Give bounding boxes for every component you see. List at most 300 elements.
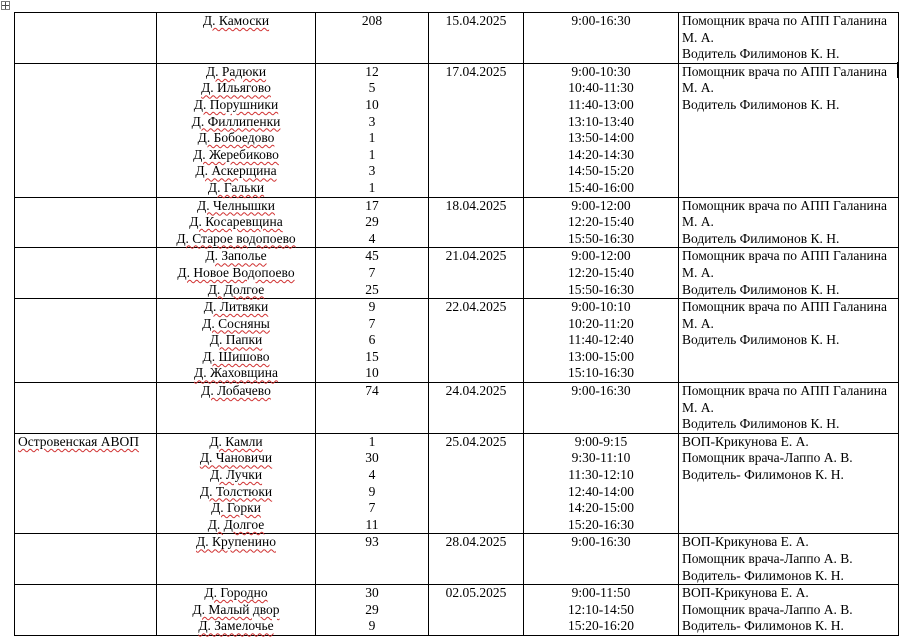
- visit-time: [527, 585, 675, 602]
- village-name: [160, 248, 312, 265]
- village-count-text: 6: [368, 332, 376, 348]
- village-count-text: 1: [368, 433, 376, 449]
- visit-time-text: 11:40-12:40: [568, 332, 634, 348]
- village-name: [160, 517, 312, 534]
- staff-member-text: Водитель Филимонов К. Н.: [682, 332, 840, 348]
- staff-member-text: Водитель- Филимонов К. Н.: [682, 467, 844, 483]
- location-name-text: Островенская АВОП: [18, 433, 139, 449]
- village-count-text: 29: [365, 601, 379, 617]
- village-name: [160, 64, 312, 81]
- village-name: [160, 383, 312, 400]
- village-name: [160, 332, 312, 349]
- village-count-text: 11: [365, 516, 379, 532]
- date-cell[interactable]: [429, 248, 524, 299]
- visit-time: [527, 80, 675, 97]
- location-cell[interactable]: [15, 197, 157, 248]
- village-name-text: Д. Гальки: [207, 179, 265, 195]
- location-cell[interactable]: [15, 299, 157, 383]
- staff-member: [682, 450, 895, 467]
- table-row: [15, 433, 899, 534]
- date-cell[interactable]: [429, 534, 524, 585]
- staff-cell[interactable]: [679, 585, 899, 636]
- visit-date-text: 22.04.2025: [445, 299, 507, 315]
- visit-time: [527, 365, 675, 382]
- village-name-text: Д. Литвяки: [203, 299, 269, 315]
- date-cell[interactable]: [429, 197, 524, 248]
- village-count-text: 7: [368, 315, 376, 331]
- visit-time-text: 9:00-16:30: [571, 13, 631, 28]
- village-count-text: 30: [365, 585, 379, 601]
- visit-date-text: 25.04.2025: [445, 433, 507, 449]
- staff-member-text: ВОП-Крикунова Е. А.: [682, 585, 809, 601]
- village-count: [319, 147, 425, 164]
- visit-time: [527, 265, 675, 282]
- village-name: [160, 282, 312, 299]
- staff-member: [682, 46, 895, 63]
- village-name-text: Д. Старое водопоево: [176, 230, 296, 246]
- visit-date-text: 28.04.2025: [445, 534, 507, 550]
- visit-time-text: 15:50-16:30: [568, 281, 634, 297]
- visit-date: [432, 585, 520, 602]
- visit-date-text: 02.05.2025: [445, 585, 507, 601]
- village-count: [319, 618, 425, 635]
- village-count-text: 9: [368, 483, 376, 499]
- visit-time: [527, 383, 675, 400]
- visit-time: [527, 467, 675, 484]
- table-row: [15, 383, 899, 434]
- visit-time-text: 14:20-14:30: [568, 146, 634, 162]
- staff-member: [682, 618, 895, 635]
- visit-time: [527, 332, 675, 349]
- staff-member-text: Помощник врача по АПП Галанина М. А.: [682, 383, 887, 415]
- village-name: [160, 618, 312, 635]
- visit-date-text: 21.04.2025: [445, 248, 507, 264]
- visit-time: [527, 602, 675, 619]
- visit-time: [527, 231, 675, 248]
- staff-member-text: Водитель Филимонов К. Н.: [682, 281, 840, 297]
- staff-member: [682, 299, 895, 332]
- village-name: [160, 214, 312, 231]
- village-name-text: Д. Порушники: [193, 96, 279, 112]
- village-name-text: Д. Жаховщина: [194, 365, 278, 381]
- village-name: [160, 80, 312, 97]
- staff-member: [682, 551, 895, 568]
- staff-member-text: Водитель Филимонов К. Н.: [682, 46, 840, 62]
- table-row: [15, 299, 899, 383]
- visit-time: [527, 97, 675, 114]
- village-count-text: 208: [361, 13, 383, 28]
- staff-member-text: Помощник врача по АПП Галанина М. А.: [682, 248, 887, 280]
- visit-time-text: 10:40-11:30: [568, 80, 634, 96]
- times-cell[interactable]: [524, 383, 679, 434]
- staff-member: [682, 97, 895, 114]
- staff-cell[interactable]: [679, 534, 899, 585]
- visit-date: [432, 13, 520, 30]
- counts-cell[interactable]: [316, 433, 429, 534]
- village-count-text: 7: [368, 264, 376, 280]
- counts-cell[interactable]: [316, 197, 429, 248]
- visit-time-text: 13:50-14:00: [568, 130, 634, 146]
- village-count-text: 74: [365, 383, 379, 399]
- village-count: [319, 265, 425, 282]
- villages-cell[interactable]: [157, 534, 316, 585]
- staff-member: [682, 416, 895, 433]
- times-cell[interactable]: [524, 299, 679, 383]
- staff-member-text: Водитель Филимонов К. Н.: [682, 230, 840, 246]
- table-row: [15, 248, 899, 299]
- visit-time-text: 9:00-9:15: [574, 433, 628, 449]
- village-name-text: Д. Филлипенки: [191, 113, 281, 129]
- visit-time: [527, 64, 675, 81]
- village-count-text: 29: [365, 214, 379, 230]
- village-count: [319, 299, 425, 316]
- visit-date: [432, 64, 520, 81]
- staff-member: [682, 282, 895, 299]
- village-count-text: 3: [368, 163, 376, 179]
- villages-cell[interactable]: [157, 585, 316, 636]
- visit-time-text: 9:00-10:30: [571, 63, 631, 79]
- visit-time-text: 13:10-13:40: [568, 113, 634, 129]
- staff-member-text: Помощник врача-Лаппо А. В.: [682, 450, 853, 466]
- date-cell[interactable]: [429, 299, 524, 383]
- village-count: [319, 517, 425, 534]
- visit-time-text: 9:00-12:00: [571, 248, 631, 264]
- village-name: [160, 585, 312, 602]
- village-name-text: Д. Камоски: [202, 13, 270, 28]
- visit-time-text: 9:00-11:50: [571, 585, 631, 601]
- staff-member-text: Помощник врача по АПП Галанина М. А.: [682, 299, 887, 331]
- visit-time-text: 12:20-15:40: [568, 214, 634, 230]
- village-count: [319, 97, 425, 114]
- village-name-text: Д. Чановичи: [199, 450, 273, 466]
- staff-member-text: Помощник врача по АПП Галанина М. А.: [682, 197, 887, 230]
- village-name-text: Д. Лобачево: [201, 383, 271, 399]
- village-name-text: Д. Камли: [209, 433, 263, 449]
- village-name: [160, 434, 312, 451]
- visit-time: [527, 198, 675, 215]
- location-cell[interactable]: [15, 534, 157, 585]
- village-name: [160, 349, 312, 366]
- times-cell[interactable]: [524, 433, 679, 534]
- visit-time-text: 13:00-15:00: [568, 348, 634, 364]
- visit-time-text: 12:40-14:00: [568, 483, 634, 499]
- visit-time: [527, 349, 675, 366]
- date-cell[interactable]: [429, 13, 524, 64]
- village-count: [319, 180, 425, 197]
- location-cell[interactable]: [15, 63, 157, 197]
- location-cell[interactable]: [15, 248, 157, 299]
- village-name: [160, 114, 312, 131]
- visit-time-text: 9:00-16:30: [571, 383, 631, 399]
- visit-time: [527, 13, 675, 30]
- villages-cell[interactable]: [157, 248, 316, 299]
- staff-member: [682, 13, 895, 46]
- village-name: [160, 534, 312, 551]
- village-name-text: Д. Радюки: [205, 63, 267, 79]
- staff-cell[interactable]: [679, 13, 899, 64]
- visit-time-text: 15:10-16:30: [568, 365, 634, 381]
- visit-time: [527, 147, 675, 164]
- visit-time-text: 15:50-16:30: [568, 230, 634, 246]
- village-count: [319, 64, 425, 81]
- table-row: [15, 63, 899, 197]
- village-name: [160, 299, 312, 316]
- table-move-handle-icon[interactable]: [1, 1, 10, 10]
- visit-time: [527, 299, 675, 316]
- visit-date: [432, 434, 520, 451]
- counts-cell[interactable]: [316, 534, 429, 585]
- village-name-text: Д. Папки: [209, 332, 263, 348]
- village-count: [319, 80, 425, 97]
- staff-member-text: Водитель Филимонов К. Н.: [682, 416, 840, 432]
- visit-time-text: 15:20-16:20: [568, 618, 634, 634]
- village-count-text: 93: [365, 534, 379, 550]
- staff-member-text: Водитель- Филимонов К. Н.: [682, 618, 844, 634]
- staff-member: [682, 568, 895, 585]
- visit-time: [527, 434, 675, 451]
- date-cell[interactable]: [429, 383, 524, 434]
- staff-member: [682, 602, 895, 619]
- date-cell[interactable]: [429, 433, 524, 534]
- village-count: [319, 282, 425, 299]
- visit-time: [527, 500, 675, 517]
- village-count-text: 17: [365, 197, 379, 213]
- villages-cell[interactable]: [157, 433, 316, 534]
- times-cell[interactable]: [524, 63, 679, 197]
- villages-cell[interactable]: [157, 63, 316, 197]
- staff-cell[interactable]: [679, 248, 899, 299]
- villages-cell[interactable]: [157, 13, 316, 64]
- village-count-text: 30: [365, 450, 379, 466]
- village-name: [160, 97, 312, 114]
- visit-time-text: 9:30-11:10: [571, 450, 631, 466]
- villages-cell[interactable]: [157, 197, 316, 248]
- staff-member: [682, 248, 895, 281]
- table-row: [15, 197, 899, 248]
- village-name-text: Д. Аскерщина: [195, 163, 277, 179]
- visit-time-text: 9:00-16:30: [571, 534, 631, 550]
- location-cell[interactable]: [15, 433, 157, 534]
- village-name: [160, 365, 312, 382]
- times-cell[interactable]: [524, 13, 679, 64]
- visit-time: [527, 484, 675, 501]
- village-name-text: Д. Челнышки: [197, 197, 275, 213]
- village-count: [319, 332, 425, 349]
- village-name: [160, 316, 312, 333]
- staff-member: [682, 467, 895, 484]
- visit-time-text: 14:20-15:00: [568, 500, 634, 516]
- village-name-text: Д. Лучки: [209, 467, 263, 483]
- village-name-text: Д. Жеребиково: [193, 146, 279, 162]
- village-count: [319, 231, 425, 248]
- visit-date: [432, 534, 520, 551]
- village-count-text: 12: [365, 63, 379, 79]
- village-count-text: 3: [368, 113, 376, 129]
- staff-member-text: ВОП-Крикунова Е. А.: [682, 534, 809, 550]
- visit-time-text: 9:00-12:00: [571, 197, 631, 213]
- staff-cell[interactable]: [679, 63, 899, 197]
- village-name-text: Д. Ильягово: [201, 80, 271, 96]
- village-name-text: Д. Городно: [204, 585, 268, 601]
- visit-time: [527, 130, 675, 147]
- visit-time: [527, 180, 675, 197]
- visit-time: [527, 214, 675, 231]
- visit-time-text: 10:20-11:20: [568, 315, 634, 331]
- village-count: [319, 434, 425, 451]
- village-count-text: 1: [368, 179, 376, 195]
- village-count: [319, 163, 425, 180]
- visit-time-text: 12:10-14:50: [568, 601, 634, 617]
- visit-time: [527, 163, 675, 180]
- village-name: [160, 198, 312, 215]
- village-count: [319, 316, 425, 333]
- times-cell[interactable]: [524, 248, 679, 299]
- staff-member: [682, 434, 895, 451]
- staff-member-text: ВОП-Крикунова Е. А.: [682, 433, 809, 449]
- visit-date: [432, 198, 520, 215]
- village-count-text: 9: [368, 618, 376, 634]
- village-count: [319, 585, 425, 602]
- staff-member-text: Помощник врача-Лаппо А. В.: [682, 551, 853, 566]
- staff-cell[interactable]: [679, 433, 899, 534]
- counts-cell[interactable]: [316, 299, 429, 383]
- visit-date-text: 15.04.2025: [445, 13, 507, 28]
- village-count: [319, 602, 425, 619]
- table-row: [15, 13, 899, 64]
- village-name-text: Д. Долгое: [207, 516, 265, 532]
- village-count-text: 10: [365, 96, 379, 112]
- times-cell[interactable]: [524, 534, 679, 585]
- village-name: [160, 450, 312, 467]
- village-name: [160, 180, 312, 197]
- staff-member: [682, 383, 895, 416]
- village-count: [319, 214, 425, 231]
- visit-date-text: 17.04.2025: [445, 63, 507, 79]
- village-count: [319, 467, 425, 484]
- staff-cell[interactable]: [679, 299, 899, 383]
- visit-time: [527, 450, 675, 467]
- village-count-text: 25: [365, 281, 379, 297]
- staff-member-text: Водитель Филимонов К. Н.: [682, 96, 840, 112]
- visit-time-text: 9:00-10:10: [571, 299, 631, 315]
- village-name-text: Д. Заполье: [205, 248, 267, 264]
- counts-cell[interactable]: [316, 13, 429, 64]
- schedule-table: [14, 12, 899, 636]
- visit-time-text: 11:30-12:10: [568, 467, 634, 483]
- village-name-text: Д. Шишово: [202, 348, 270, 364]
- counts-cell[interactable]: [316, 383, 429, 434]
- village-name: [160, 484, 312, 501]
- village-name-text: Д. Бобоедово: [197, 130, 275, 146]
- counts-cell[interactable]: [316, 585, 429, 636]
- village-count: [319, 365, 425, 382]
- village-count-text: 4: [368, 230, 376, 246]
- staff-member: [682, 534, 895, 551]
- village-count: [319, 130, 425, 147]
- village-count: [319, 114, 425, 131]
- date-cell[interactable]: [429, 63, 524, 197]
- visit-time-text: 11:40-13:00: [568, 96, 634, 112]
- village-name: [160, 147, 312, 164]
- village-name-text: Д. Новое Водопоево: [177, 264, 295, 280]
- village-count-text: 4: [368, 467, 376, 483]
- village-count-text: 1: [368, 130, 376, 146]
- village-count: [319, 198, 425, 215]
- visit-date: [432, 299, 520, 316]
- location-cell[interactable]: [15, 13, 157, 64]
- times-cell[interactable]: [524, 197, 679, 248]
- staff-cell[interactable]: [679, 197, 899, 248]
- village-count-text: 7: [368, 500, 376, 516]
- visit-time-text: 15:20-16:30: [568, 516, 634, 532]
- table-row: [15, 534, 899, 585]
- village-count: [319, 383, 425, 400]
- location-cell[interactable]: [15, 383, 157, 434]
- visit-time-text: 12:20-15:40: [568, 264, 634, 280]
- visit-time: [527, 534, 675, 551]
- village-name-text: Д. Долгое: [207, 281, 265, 297]
- villages-cell[interactable]: [157, 299, 316, 383]
- village-count: [319, 248, 425, 265]
- visit-time: [527, 517, 675, 534]
- village-name: [160, 265, 312, 282]
- visit-time: [527, 316, 675, 333]
- village-count: [319, 534, 425, 551]
- location-cell[interactable]: [15, 585, 157, 636]
- village-name: [160, 13, 312, 30]
- visit-time-text: 14:50-15:20: [568, 163, 634, 179]
- village-name-text: Д. Крупенино: [196, 534, 276, 550]
- village-name: [160, 602, 312, 619]
- visit-time: [527, 618, 675, 635]
- counts-cell[interactable]: [316, 63, 429, 197]
- times-cell[interactable]: [524, 585, 679, 636]
- village-count-text: 9: [368, 299, 376, 315]
- staff-member-text: Помощник врача по АПП Галанина М. А.: [682, 13, 887, 45]
- visit-time-text: 15:40-16:00: [568, 179, 634, 195]
- village-name: [160, 163, 312, 180]
- village-count-text: 1: [368, 146, 376, 162]
- village-name: [160, 130, 312, 147]
- staff-member: [682, 585, 895, 602]
- staff-member: [682, 198, 895, 231]
- village-count-text: 45: [365, 248, 379, 264]
- village-count-text: 15: [365, 348, 379, 364]
- visit-date: [432, 383, 520, 400]
- village-name: [160, 467, 312, 484]
- village-name: [160, 500, 312, 517]
- village-count: [319, 484, 425, 501]
- village-name-text: Д. Сосняны: [202, 315, 270, 331]
- date-cell[interactable]: [429, 585, 524, 636]
- staff-member-text: Помощник врача по АПП Галанина М. А.: [682, 63, 887, 96]
- schedule-table-body: [15, 13, 899, 636]
- staff-member-text: Помощник врача-Лаппо А. В.: [682, 601, 853, 617]
- village-name-text: Д. Замелочье: [198, 618, 274, 634]
- village-count: [319, 349, 425, 366]
- visit-date-text: 24.04.2025: [445, 383, 507, 399]
- village-name-text: Д. Малый двор: [192, 601, 280, 617]
- village-name-text: Д. Толстюки: [199, 483, 273, 499]
- village-count: [319, 13, 425, 30]
- staff-member-text: Водитель- Филимонов К. Н.: [682, 567, 844, 583]
- villages-cell[interactable]: [157, 383, 316, 434]
- staff-member: [682, 332, 895, 349]
- staff-cell[interactable]: [679, 383, 899, 434]
- counts-cell[interactable]: [316, 248, 429, 299]
- village-count: [319, 450, 425, 467]
- visit-time: [527, 114, 675, 131]
